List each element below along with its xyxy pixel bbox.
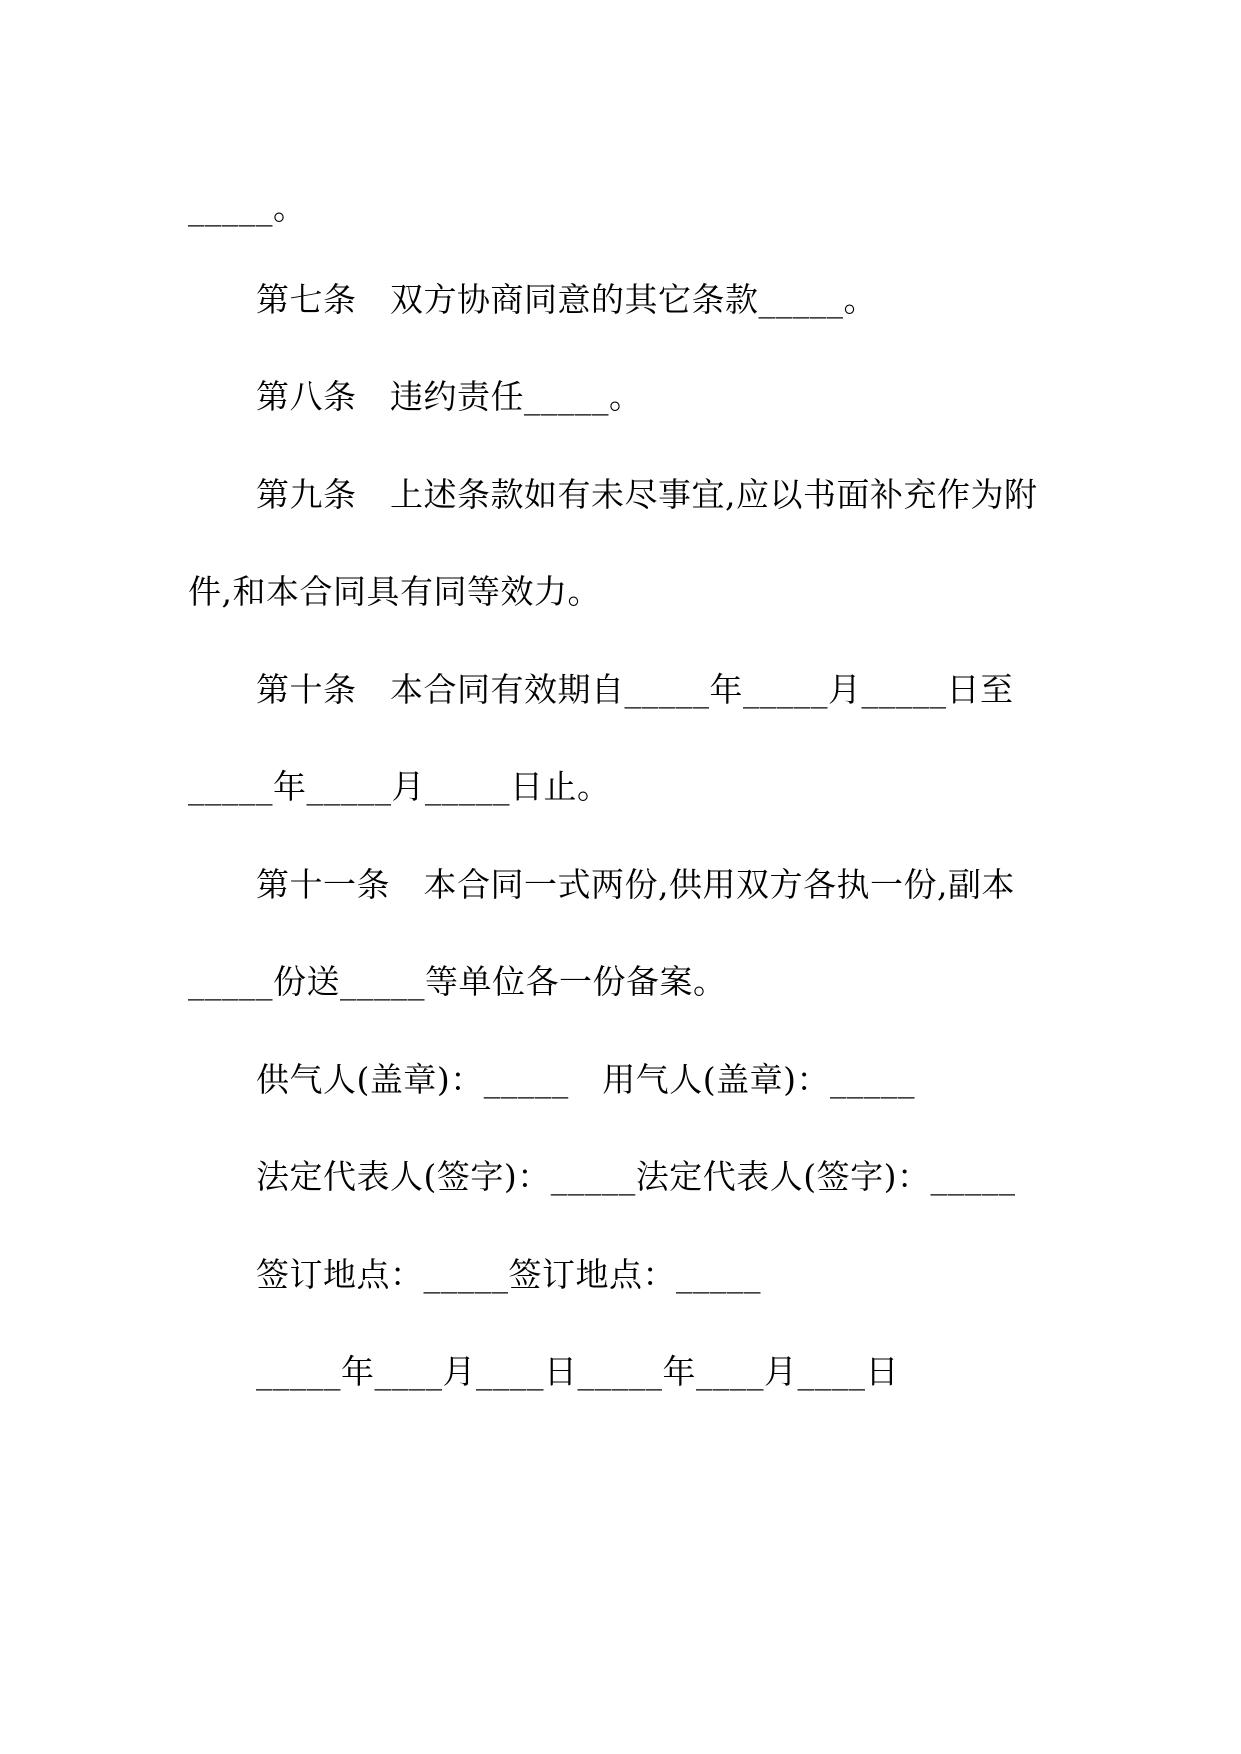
article-8: 第八条 违约责任_____。 bbox=[256, 377, 643, 416]
seal-line: 供气人(盖章)：_____ 用气人(盖章)：_____ bbox=[256, 1060, 915, 1099]
article-7: 第七条 双方协商同意的其它条款_____。 bbox=[256, 280, 877, 319]
article-9: 第九条 上述条款如有未尽事宜,应以书面补充作为附 bbox=[256, 475, 1038, 514]
text-line-continuation: _____。 bbox=[188, 188, 307, 227]
legal-representative-line: 法定代表人(签字)：_____法定代表人(签字)：_____ bbox=[256, 1157, 1016, 1196]
article-11-continuation: _____份送_____等单位各一份备案。 bbox=[188, 962, 727, 1001]
date-line: _____年____月____日_____年____月____日 bbox=[256, 1352, 899, 1391]
article-11: 第十一条 本合同一式两份,供用双方各执一份,副本 bbox=[256, 865, 1015, 904]
article-10: 第十条 本合同有效期自_____年_____月_____日至 bbox=[256, 670, 1014, 709]
article-10-continuation: _____年_____月_____日止。 bbox=[188, 767, 611, 806]
signing-place-line: 签订地点：_____签订地点：_____ bbox=[256, 1255, 761, 1294]
article-9-continuation: 件,和本合同具有同等效力。 bbox=[188, 572, 601, 611]
